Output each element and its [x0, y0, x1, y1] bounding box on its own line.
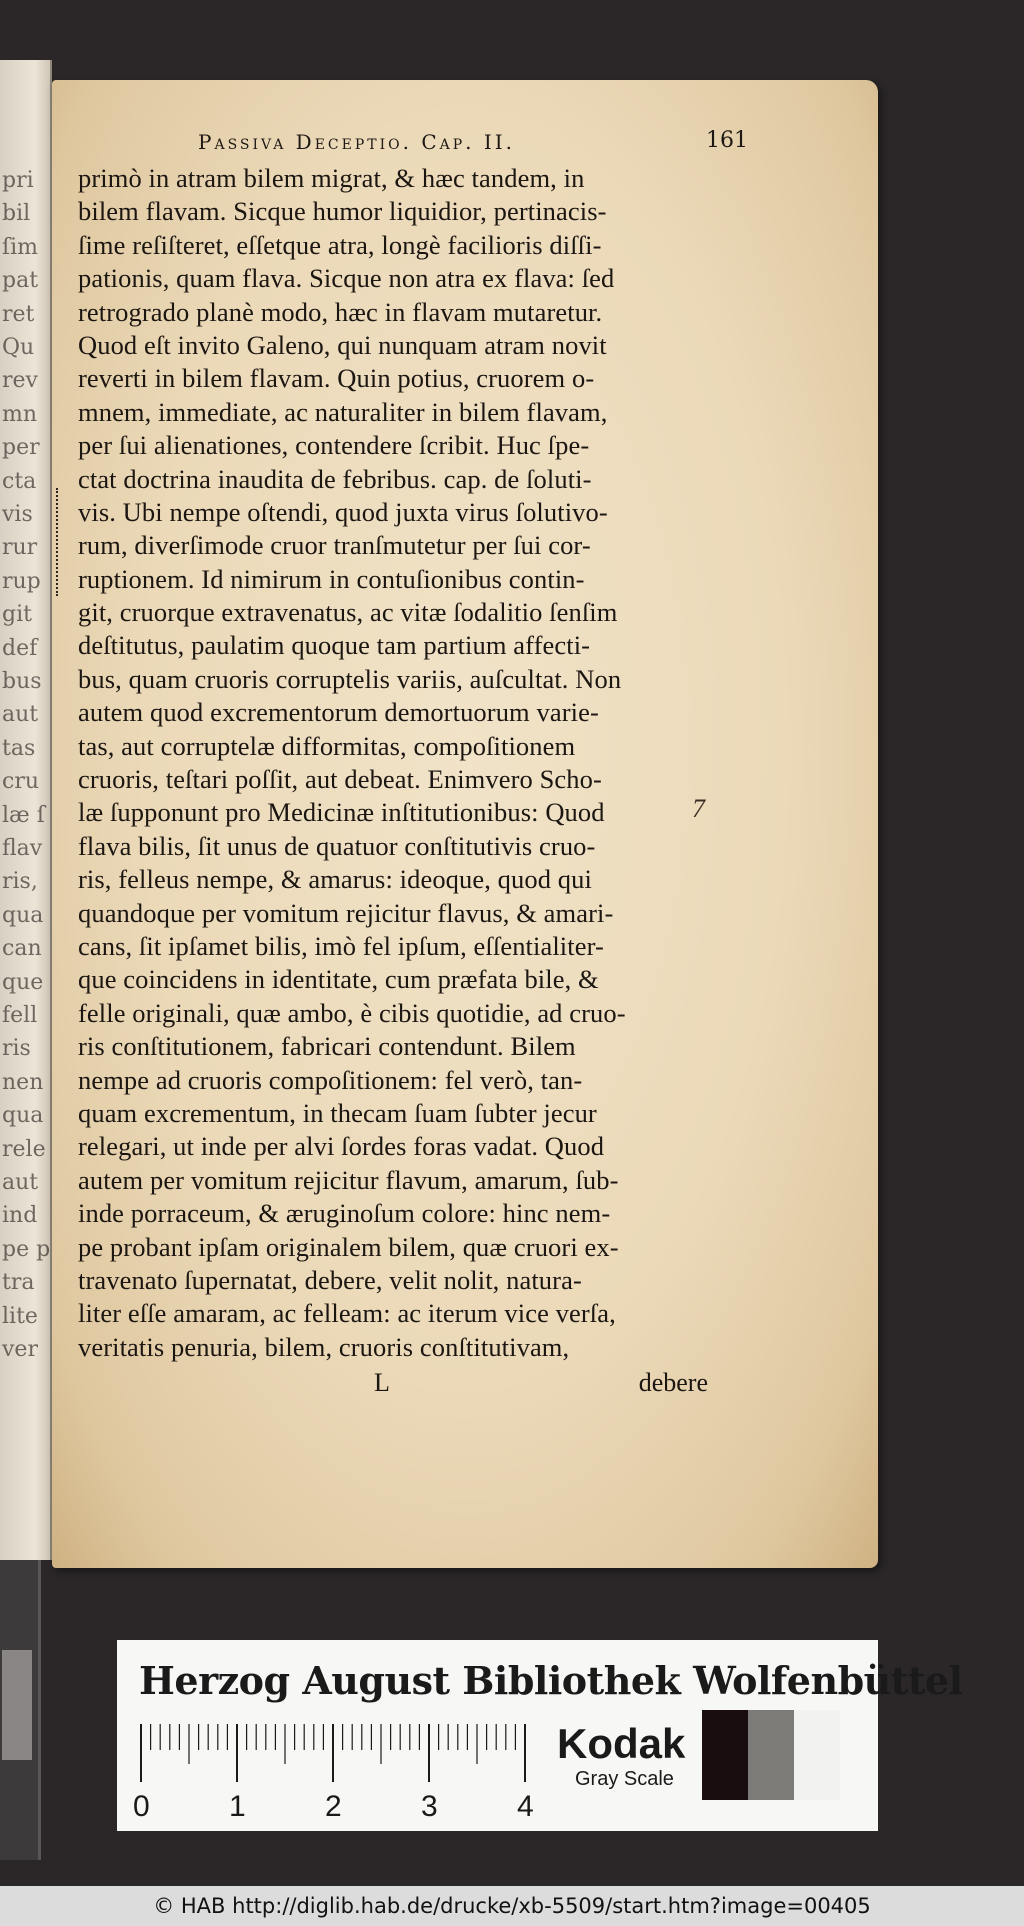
text-line: deſtitutus, paulatim quoque tam partium affecti-: [78, 630, 591, 661]
prev-page-fragment: qua: [2, 902, 44, 928]
text-line: bus, quam cruoris corruptelis variis, auſcultat. Non: [78, 663, 622, 694]
text-line: tas, aut corruptelæ difformitas, compoſitionem: [78, 730, 576, 761]
text-line: ſime reſiſteret, eſſetque atra, longè facilioris diſſi-: [78, 229, 602, 260]
catch-line: [78, 1368, 708, 1402]
prev-page-fragment: def: [2, 635, 38, 661]
text-line: pe probant ipſam originalem bilem, quæ cruori ex-: [78, 1231, 619, 1262]
prev-page-fragment: per: [2, 435, 40, 461]
prev-page-fragment: ris,: [2, 869, 38, 895]
prev-page-fragment: ris: [2, 1036, 31, 1062]
ruler-number: 3: [421, 1790, 438, 1823]
prev-page-fragment: pe p: [2, 1236, 51, 1262]
prev-page-fragment: læ ſ: [2, 802, 45, 828]
text-line: autem quod excrementorum demortuorum varie-: [78, 697, 599, 728]
text-line: nempe ad cruoris compoſitionem: fel verò, tan-: [78, 1064, 583, 1095]
text-line: primò in atram bilem migrat, & hæc tandem, in: [78, 163, 585, 193]
prev-page-fragment: flav: [2, 836, 43, 861]
text-line: læ ſupponunt pro Medicinæ inſtitutionibus: Quod: [78, 797, 605, 828]
prev-page-fragment: qua: [2, 1103, 44, 1129]
margin-number: 7: [692, 794, 705, 823]
text-line: mnem, immediate, ac naturaliter in bilem flavam,: [78, 396, 608, 427]
text-line: retrogrado planè modo, hæc in flavam mutaretur.: [78, 296, 603, 327]
prev-page-fragment: rele: [2, 1136, 46, 1162]
prev-page-fragment: pat: [2, 268, 39, 294]
text-line: per ſui alienationes, contendere ſcribit. Huc ſpe-: [78, 430, 590, 461]
text-line: quam excrementum, in thecam ſuam ſubter jecur: [78, 1097, 597, 1128]
prev-page-fragment: rur: [2, 535, 38, 561]
text-line: que coincidens in identitate, cum præfata bile, &: [78, 964, 599, 995]
prev-page-fragment: ver: [2, 1337, 38, 1362]
ruler-number: 1: [229, 1790, 246, 1823]
ruler-number: 0: [133, 1790, 150, 1823]
text-line: cruoris, teſtari poſſit, aut debeat. Enimvero Scho-: [78, 764, 602, 795]
prev-page-fragment: que: [2, 969, 44, 995]
prev-page-fragment: vis: [2, 502, 33, 527]
prev-page-fragment: pri: [2, 168, 34, 193]
library-name: Herzog August Bibliothek Wolfenbüttel: [139, 1658, 963, 1703]
prev-page-fragment: rup: [2, 568, 41, 594]
text-line: ruptionem. Id nimirum in contuſionibus contin-: [78, 563, 585, 594]
binding-label: [2, 1650, 32, 1760]
footer-copyright: © HAB http://diglib.hab.de/drucke/xb-5509/start.htm?image=00405: [153, 1894, 871, 1918]
text-line: ctat doctrina inaudita de febribus. cap. de ſoluti-: [78, 463, 592, 494]
footer-bar: [0, 1886, 1024, 1926]
text-line: rum, diverſimode cruor tranſmutetur per ſui cor-: [78, 530, 591, 561]
text-line: bilem flavam. Sicque humor liquidior, pertinacis-: [78, 196, 607, 227]
text-line: flava bilis, ſit unus de quatuor conſtitutivis cruo-: [78, 830, 596, 861]
catchword: debere: [638, 1368, 708, 1397]
text-line: inde porraceum, & æruginoſum colore: hinc nem-: [78, 1198, 611, 1229]
prev-page-fragment: can: [2, 936, 42, 962]
prev-page-fragment: ſim: [2, 234, 39, 260]
signature-mark: L: [374, 1368, 390, 1397]
prev-page-fragment: tas: [2, 735, 36, 761]
gray-scale-label: Gray Scale: [575, 1768, 674, 1790]
text-line: vis. Ubi nempe oſtendi, quod juxta virus ſolutivo-: [78, 496, 608, 527]
text-line: Quod eſt invito Galeno, qui nunquam atram novit: [78, 329, 607, 360]
body-text: [78, 162, 708, 1364]
text-line: liter eſſe amaram, ac felleam: ac iterum vice verſa,: [78, 1298, 616, 1329]
prev-page-fragment: mn: [2, 401, 38, 427]
text-line: travenato ſupernatat, debere, velit nolit, natura-: [78, 1264, 582, 1295]
gray-patch: [794, 1710, 840, 1800]
gray-patch: [748, 1710, 794, 1800]
ruler-number: 4: [517, 1790, 534, 1823]
gray-patch: [702, 1710, 748, 1800]
margin-rule: [56, 488, 61, 596]
color-target: [117, 1640, 963, 1831]
page-number: 161: [706, 128, 748, 153]
prev-page-fragment: Qu: [2, 335, 35, 360]
text-line: git, cruorque extravenatus, ac vitæ ſodalitio ſenſim: [78, 597, 618, 628]
prev-page-fragment: bus: [2, 669, 42, 694]
book-page: [52, 80, 878, 1568]
prev-page-fragment: tra: [2, 1270, 35, 1296]
running-head: Passiva Deceptio. Cap. II.: [198, 130, 516, 154]
prev-page-fragment: fell: [2, 1003, 38, 1028]
prev-page-fragment: lite: [2, 1303, 38, 1329]
text-line: cans, ſit ipſamet bilis, imò fel ipſum, eſſentialiter-: [78, 930, 604, 961]
prev-page-fragment: git: [2, 602, 32, 628]
kodak-logo: Kodak: [557, 1720, 686, 1767]
prev-page-fragment: rev: [2, 368, 38, 394]
text-line: felle originali, quæ ambo, è cibis quotidie, ad cruo-: [78, 997, 626, 1028]
ruler-number: 2: [325, 1790, 342, 1823]
prev-page-fragment: nen: [2, 1069, 44, 1095]
prev-page-fragment: aut: [2, 702, 39, 728]
text-line: ris, felleus nempe, & amarus: ideoque, quod qui: [78, 864, 592, 895]
text-line: pationis, quam flava. Sicque non atra ex flava: ſed: [78, 263, 615, 294]
text-line: quandoque per vomitum rejicitur flavus, & amari-: [78, 897, 614, 928]
prev-page-fragment: cta: [2, 468, 37, 494]
previous-page-edge: [0, 60, 52, 1560]
prev-page-fragment: aut: [2, 1170, 39, 1195]
text-line: ris conſtitutionem, fabricari contendunt. Bilem: [78, 1031, 576, 1062]
text-line: autem per vomitum rejicitur flavum, amarum, ſub-: [78, 1164, 619, 1195]
text-line: relegari, ut inde per alvi ſordes foras vadat. Quod: [78, 1131, 605, 1162]
text-line: reverti in bilem flavam. Quin potius, cruorem o-: [78, 363, 595, 394]
prev-page-fragment: ret: [2, 301, 35, 327]
prev-page-fragment: bil: [2, 201, 31, 227]
text-line: veritatis penuria, bilem, cruoris conſtitutivam,: [78, 1331, 570, 1362]
prev-page-fragment: cru: [2, 769, 40, 795]
prev-page-fragment: ind: [2, 1203, 38, 1229]
